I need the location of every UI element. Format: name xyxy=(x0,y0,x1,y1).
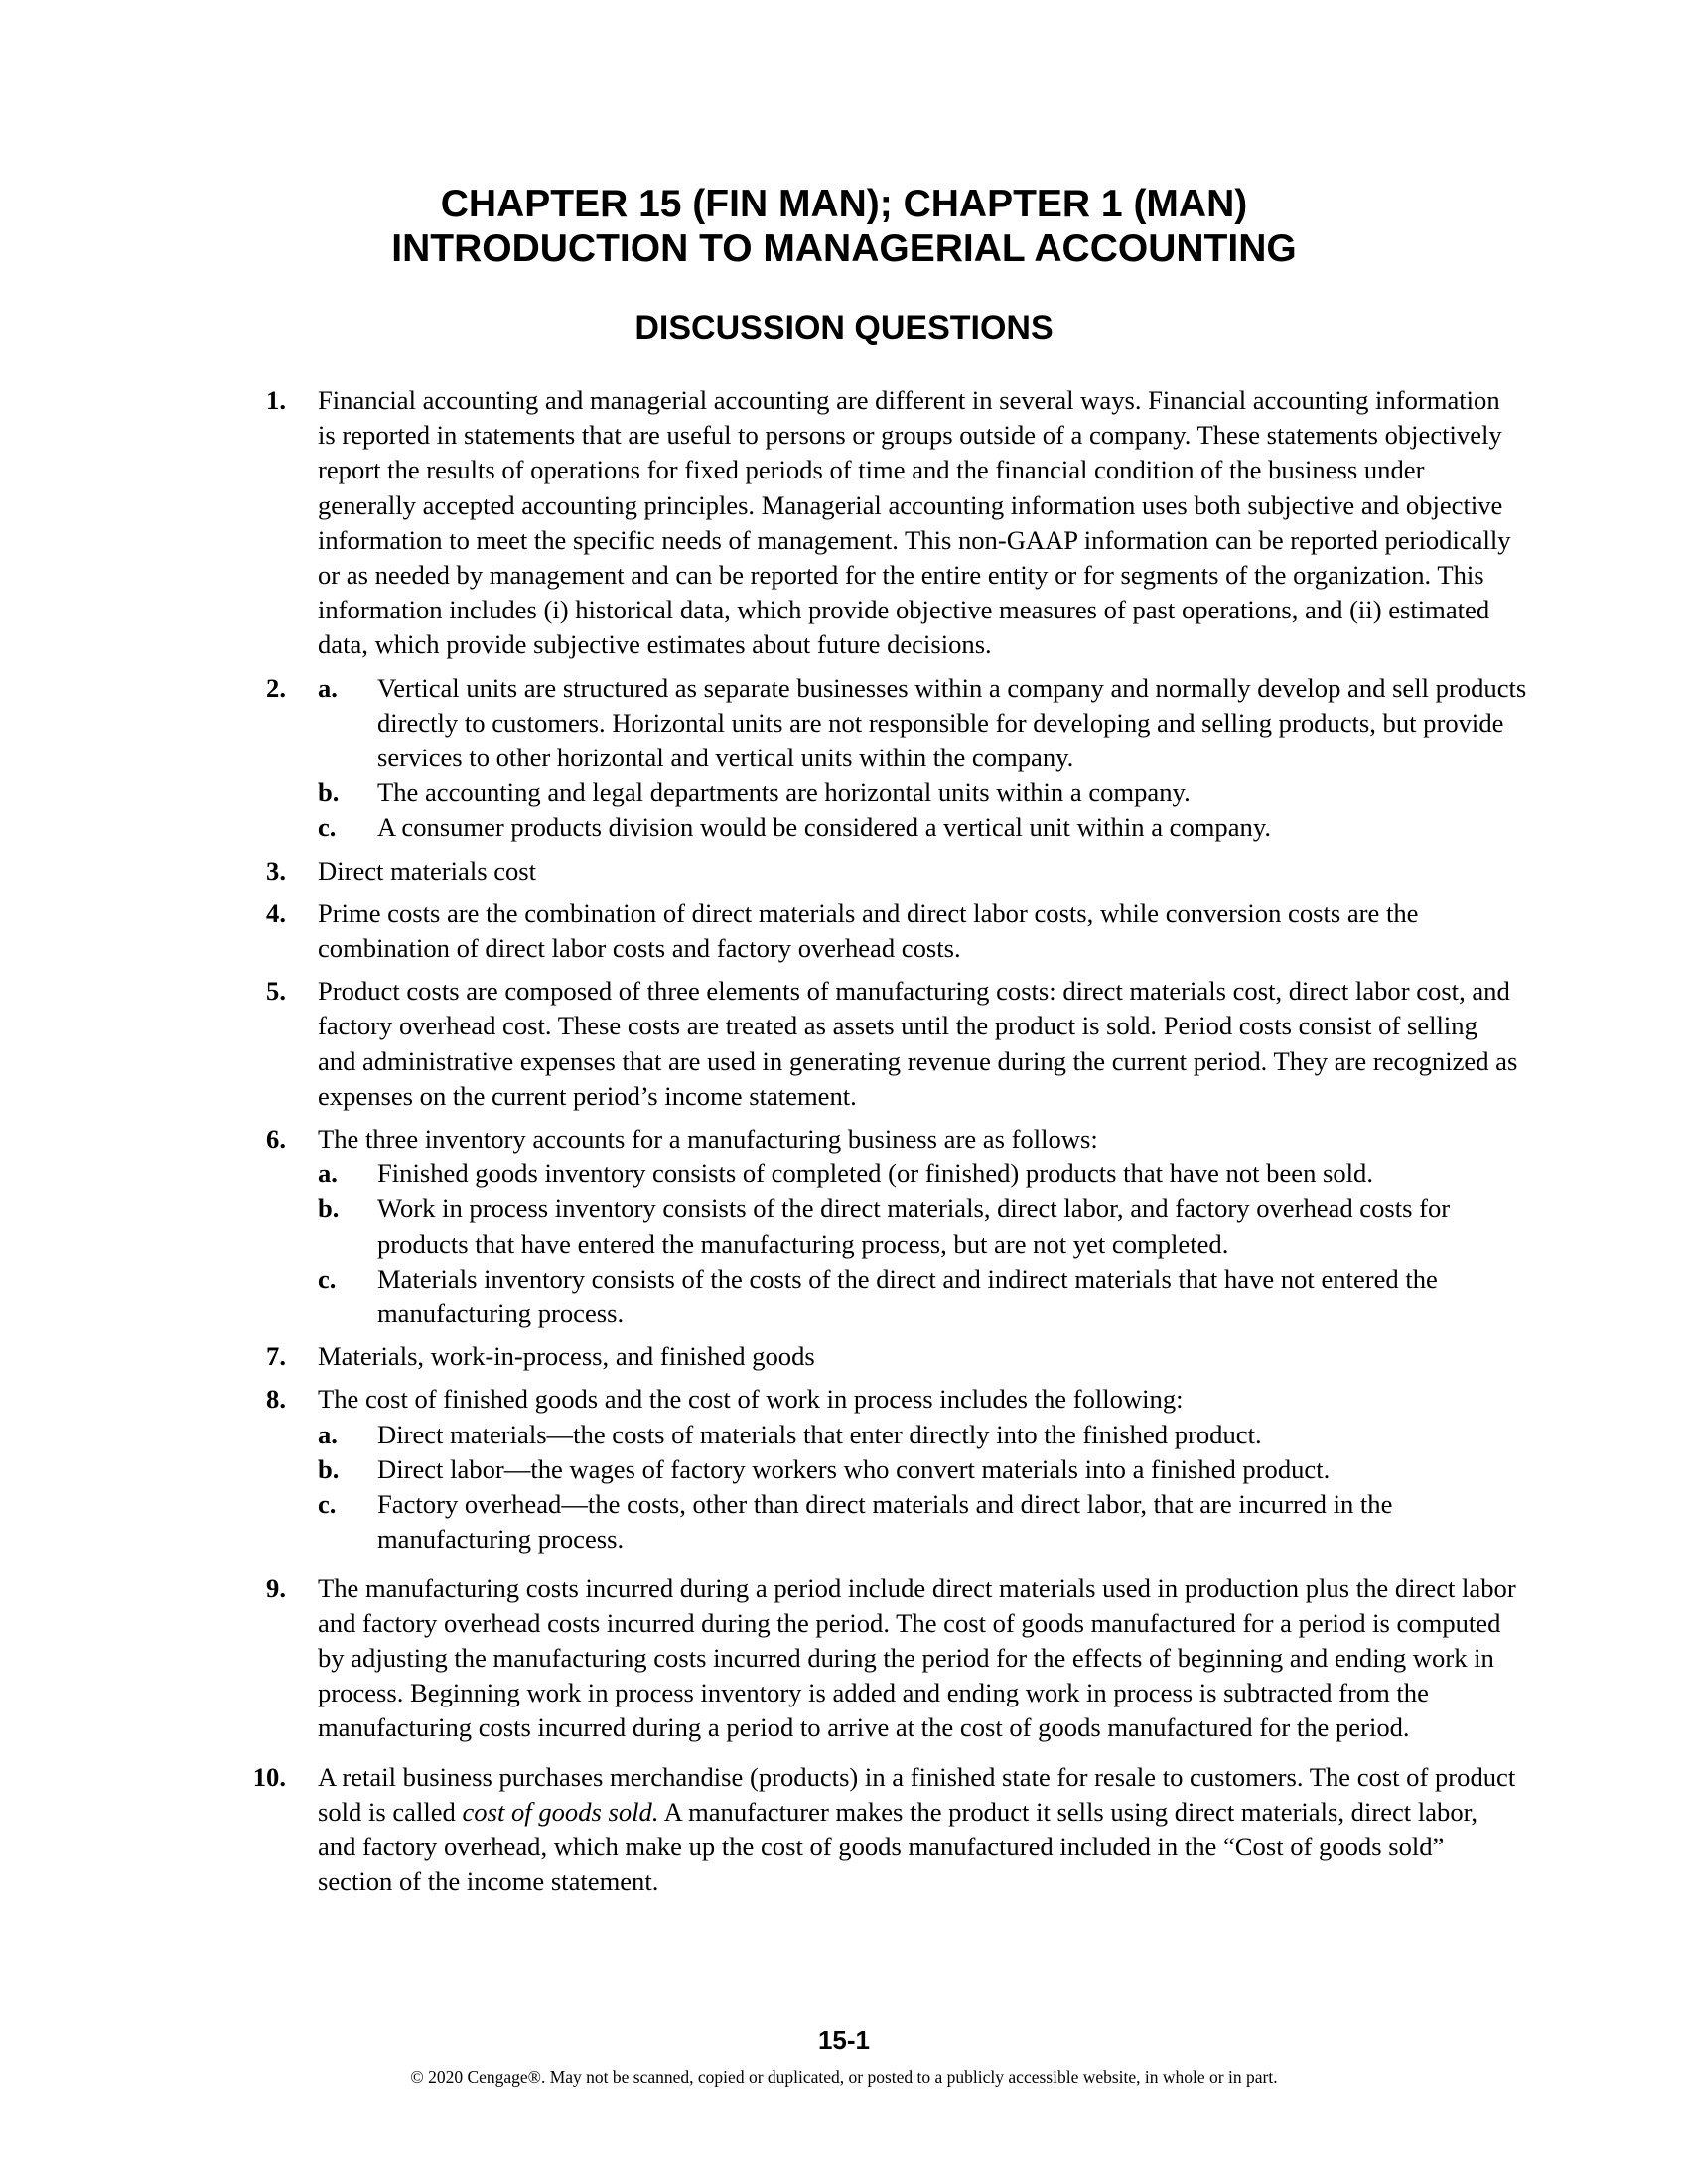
question-number: 10. xyxy=(252,1761,286,1792)
question-2a xyxy=(0,671,1688,776)
question-number: 1. xyxy=(266,385,286,415)
question-2b xyxy=(0,775,1688,810)
item-label: c. xyxy=(318,1263,337,1294)
question-4 xyxy=(0,896,1688,966)
question-8 xyxy=(0,1382,1688,1417)
question-number: 7. xyxy=(266,1341,286,1372)
item-text: The accounting and legal departments are horizontal units within a company. xyxy=(377,777,1191,808)
item-text: Vertical units are structured as separate businesses within a company and normally develop and sell products directly to customers. Horizontal units are not responsible for developing and selling products, but provide services to other horizontal and vertical units within the company. xyxy=(377,672,1527,773)
item-text: A consumer products division would be considered a vertical unit within a company. xyxy=(377,812,1272,843)
question-number: 8. xyxy=(266,1384,286,1415)
item-text: Direct labor—the wages of factory workers who convert materials into a finished product. xyxy=(377,1453,1331,1484)
item-label: c. xyxy=(318,812,337,843)
item-label: c. xyxy=(318,1489,337,1520)
question-text: Direct materials cost xyxy=(318,855,537,886)
question-9 xyxy=(0,1571,1688,1746)
page-number: 15-1 xyxy=(817,2025,871,2055)
item-label: b. xyxy=(318,777,340,808)
question-text: Materials, work-in-process, and finished goods xyxy=(318,1341,815,1372)
question-10 xyxy=(0,1760,1688,1900)
question-number: 5. xyxy=(266,976,286,1007)
item-label: b. xyxy=(318,1193,340,1224)
question-text: Financial accounting and managerial accounting are different in several ways. Financial accounting information is reported in statements that are useful to persons or groups outside of a company. These statements objectively report the results of operations for fixed periods of time and the financial condition of the business under generally accepted accounting principles. Managerial accounting information uses both subjective and objective information to meet the specific needs of management. This non-GAAP information can be reported periodically or as needed by management and can be reported for the entire entity or for segments of the organization. This information includes (i) historical data, which provide objective measures of past operations, and (ii) estimated data, which provide subjective estimates about future decisions. xyxy=(318,385,1511,660)
question-2c xyxy=(0,810,1688,845)
question-6c xyxy=(0,1262,1688,1331)
item-text: Direct materials—the costs of materials that enter directly into the finished product. xyxy=(377,1419,1262,1449)
section-heading: DISCUSSION QUESTIONS xyxy=(634,309,1054,346)
question-text: The cost of finished goods and the cost of work in process includes the following: xyxy=(318,1384,1184,1415)
question-number: 3. xyxy=(266,855,286,886)
question-7 xyxy=(0,1339,1688,1374)
question-8b xyxy=(0,1452,1688,1487)
text-segment: A manufacturer makes the product it sells using direct materials, direct labor, and factory overhead, which make up the cost of goods manufactured included in the “Cost of goods sold” section of the income statement. xyxy=(318,1796,1478,1897)
item-label: b. xyxy=(318,1453,340,1484)
question-text: The three inventory accounts for a manufacturing business are as follows: xyxy=(318,1124,1098,1155)
question-text: The manufacturing costs incurred during a period include direct materials used in production plus the direct labor and factory overhead costs incurred during the period. The cost of goods manufactured for a period is computed by adjusting the manufacturing costs incurred during the period for the effects of beginning and ending work in process. Beginning work in process inventory is added and ending work in process is subtracted from the manufacturing costs incurred during a period to arrive at the cost of goods manufactured for the period. xyxy=(318,1572,1516,1743)
copyright-notice: © 2020 Cengage®. May not be scanned, copied or duplicated, or posted to a publicly accessible website, in whole or in part. xyxy=(410,2067,1278,2087)
question-number: 4. xyxy=(266,897,286,928)
question-2 xyxy=(0,671,1688,776)
question-number: 6. xyxy=(266,1124,286,1155)
item-text: Materials inventory consists of the costs of the direct and indirect materials that have not entered the manufacturing process. xyxy=(377,1263,1438,1329)
question-number: 2. xyxy=(266,672,286,703)
question-3 xyxy=(0,854,1688,888)
item-text: Factory overhead—the costs, other than direct materials and direct labor, that are incurred in the manufacturing process. xyxy=(377,1489,1393,1555)
question-8c xyxy=(0,1487,1688,1557)
question-6b xyxy=(0,1191,1688,1261)
question-text xyxy=(318,1760,1519,1900)
question-8a xyxy=(0,1418,1688,1452)
text-segment: A retail business purchases merchandise (products) in a finished state for resale to customers. The cost of product sold is called xyxy=(318,1761,1516,1827)
item-label: a. xyxy=(318,672,338,703)
question-5 xyxy=(0,974,1688,1114)
chapter-subtitle: INTRODUCTION TO MANAGERIAL ACCOUNTING xyxy=(391,227,1297,270)
italic-term: cost of goods sold. xyxy=(462,1796,659,1827)
question-number: 9. xyxy=(266,1572,286,1603)
item-label: a. xyxy=(318,1419,338,1449)
questions-list xyxy=(0,383,1688,1899)
chapter-title: CHAPTER 15 (FIN MAN); CHAPTER 1 (MAN) xyxy=(440,183,1248,225)
item-label: a. xyxy=(318,1159,338,1189)
question-text: Product costs are composed of three elements of manufacturing costs: direct materials cost, direct labor cost, and factory overhead cost. These costs are treated as assets until the product is sold. Period costs consist of selling and administrative expenses that are used in generating revenue during the current period. They are recognized as expenses on the current period’s income statement. xyxy=(318,976,1518,1111)
item-text: Work in process inventory consists of the direct materials, direct labor, and factory overhead costs for products that have entered the manufacturing process, but are not yet completed. xyxy=(377,1193,1451,1259)
question-1 xyxy=(0,383,1688,663)
question-text: Prime costs are the combination of direct materials and direct labor costs, while conversion costs are the combination of direct labor costs and factory overhead costs. xyxy=(318,897,1419,964)
question-6 xyxy=(0,1122,1688,1157)
item-text: Finished goods inventory consists of completed (or finished) products that have not been sold. xyxy=(377,1159,1374,1189)
question-6a xyxy=(0,1157,1688,1191)
